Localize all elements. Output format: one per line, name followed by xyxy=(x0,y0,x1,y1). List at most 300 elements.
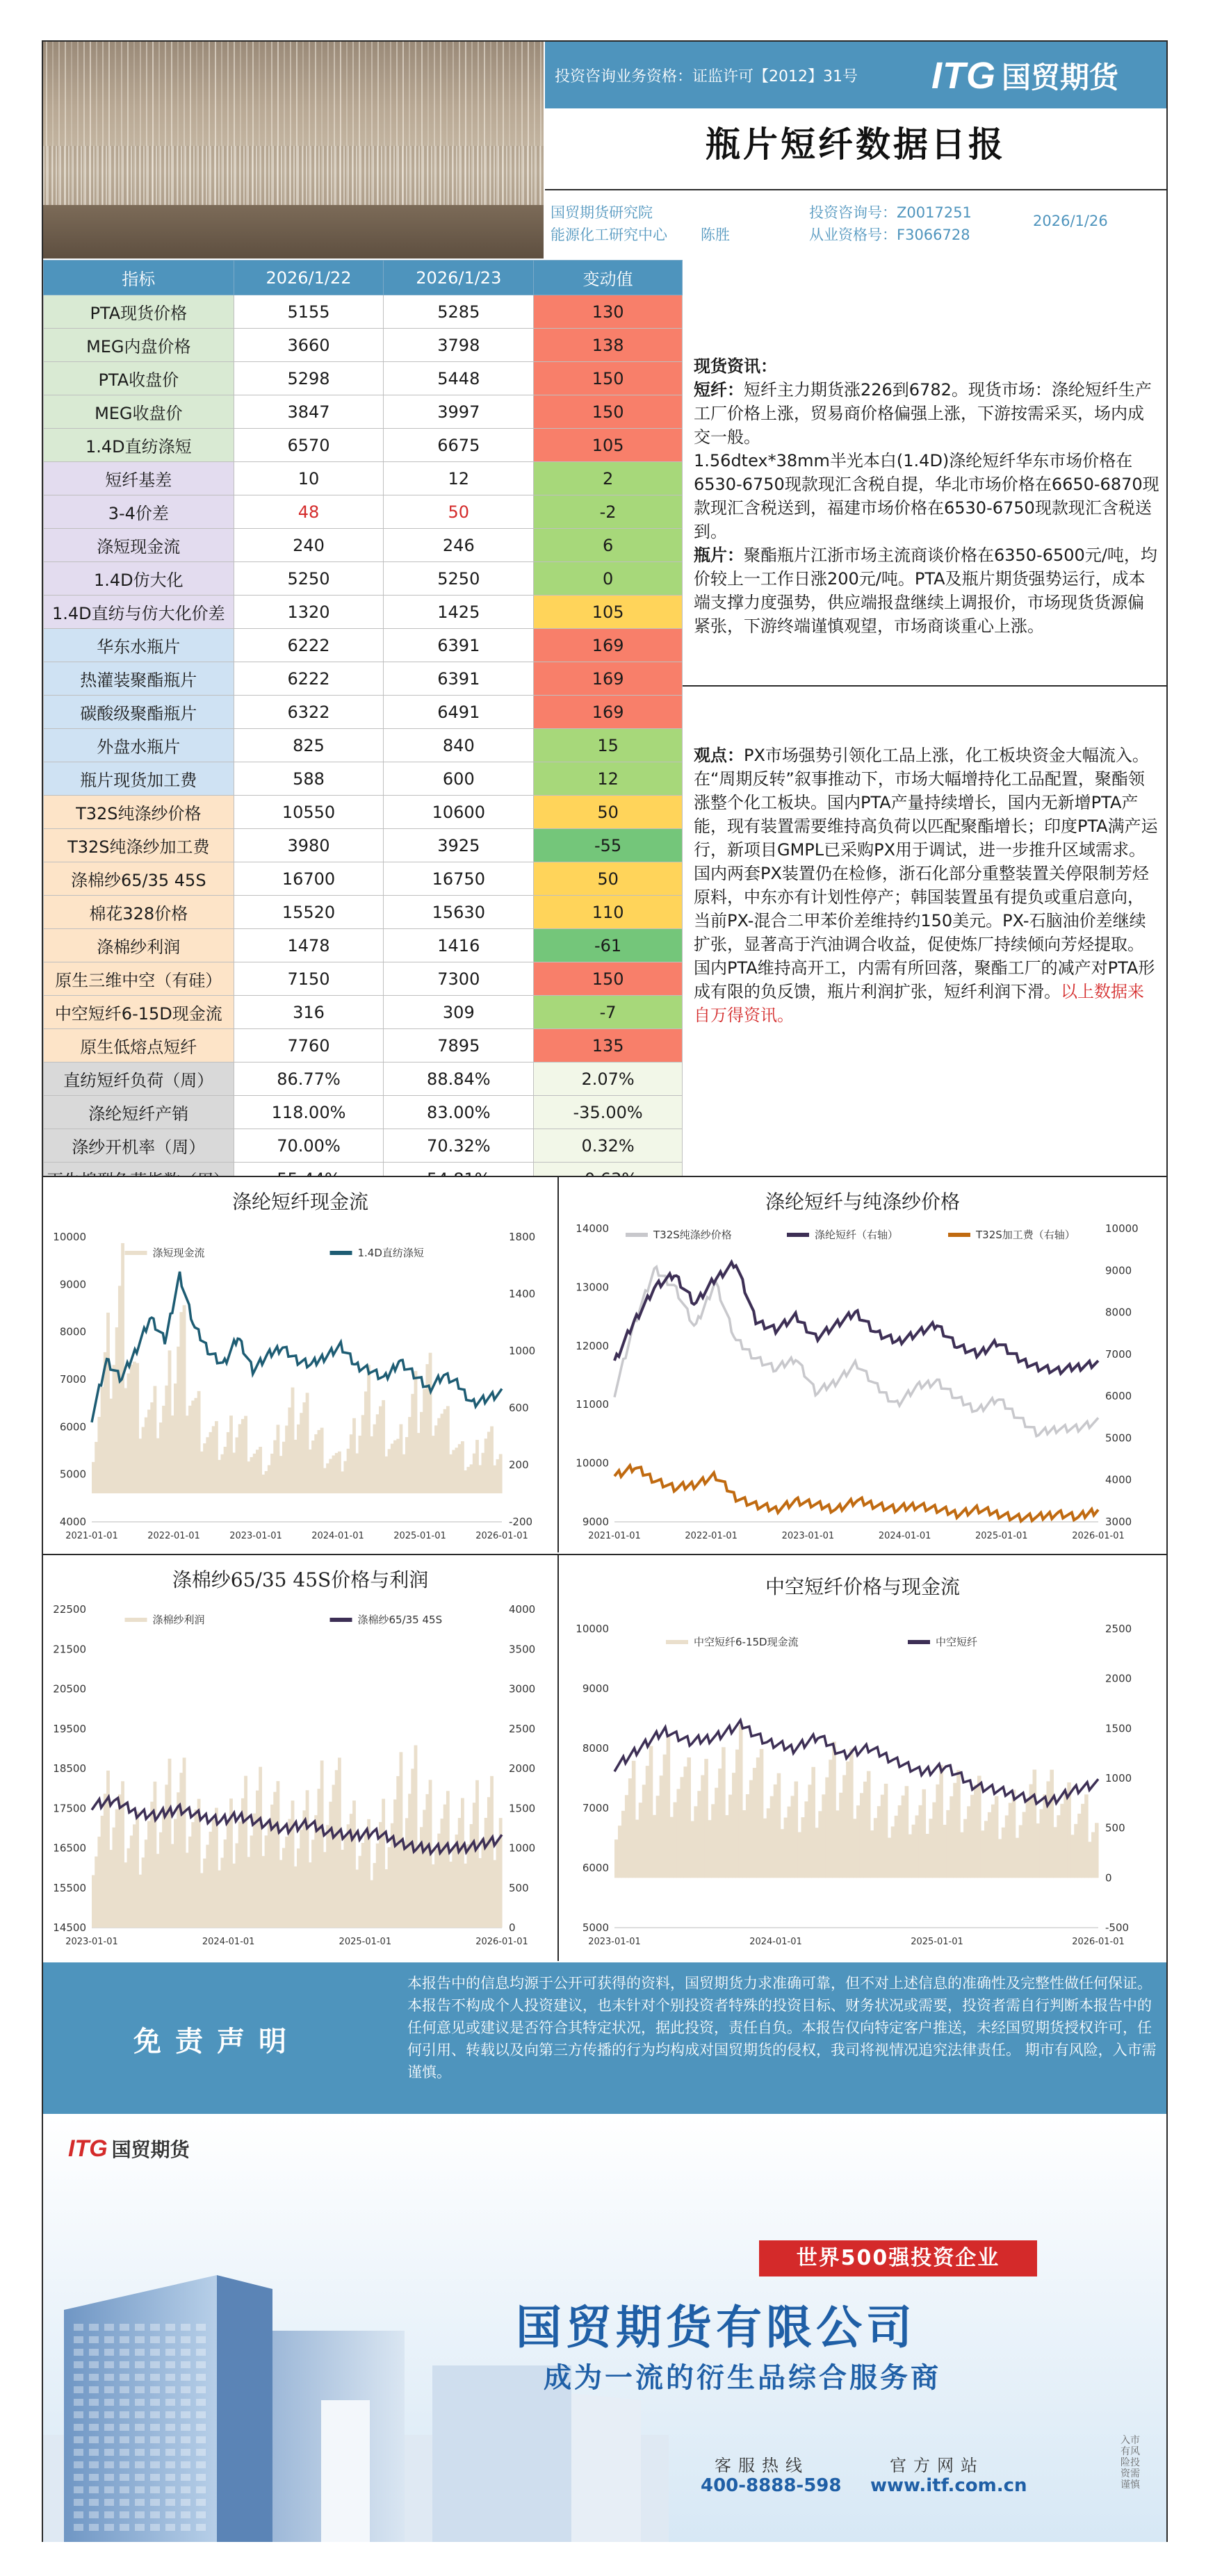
area-bar xyxy=(311,1441,315,1493)
indicator-cell: 原生低熔点短纤 xyxy=(44,1029,234,1063)
area-bar xyxy=(203,1859,206,1928)
area-bar xyxy=(482,1453,485,1493)
value-cell-date1: 6570 xyxy=(234,429,384,462)
area-bar xyxy=(130,1365,133,1493)
area-bar xyxy=(364,1830,368,1928)
area-bar xyxy=(265,1835,268,1928)
area-bar xyxy=(402,1841,406,1928)
area-bar xyxy=(186,1853,189,1928)
value-cell-date2: 7300 xyxy=(384,962,534,996)
x-axis-tick: 2025-01-01 xyxy=(911,1937,963,1947)
area-bar xyxy=(291,1388,295,1493)
legend-label: 涤短现金流 xyxy=(152,1247,205,1259)
area-bar xyxy=(145,1839,148,1928)
area-bar xyxy=(496,1459,500,1493)
bottle-label: 瓶片： xyxy=(694,545,744,565)
area-bar xyxy=(405,1818,409,1928)
area-bar xyxy=(109,1399,113,1493)
legend-swatch xyxy=(908,1640,930,1644)
value-cell-date1: 1320 xyxy=(234,596,384,629)
value-cell-date1: 3980 xyxy=(234,829,384,862)
area-bar xyxy=(956,1770,961,1878)
area-bar xyxy=(420,1412,423,1493)
change-cell: 6 xyxy=(534,529,683,562)
area-bar xyxy=(473,1454,476,1493)
change-cell: 105 xyxy=(534,596,683,629)
value-cell-date2: 6391 xyxy=(384,629,534,662)
value-cell-date2: 6391 xyxy=(384,662,534,696)
area-bar xyxy=(728,1795,733,1878)
staple-text-2: 1.56dtex*38mm半光本白(1.4D)涤纶短纤华东市场价格在6530-6750现款现汇含税自提，华北市场价格在6650-6870现款现汇含税送到，福建市场价格在6530-6750现款现汇含税送到。 xyxy=(694,451,1159,541)
area-bar xyxy=(888,1838,892,1878)
area-bar xyxy=(186,1416,189,1493)
legend-label: 涤纶短纤（右轴） xyxy=(815,1229,899,1241)
indicator-cell: T32S纯涤纱加工费 xyxy=(44,829,234,862)
indicator-cell: 瓶片现货加工费 xyxy=(44,762,234,796)
area-bar xyxy=(1084,1794,1089,1878)
area-bar xyxy=(414,1746,418,1928)
right-axis-tick: 3000 xyxy=(509,1682,536,1696)
table-row xyxy=(44,596,683,629)
change-cell: -55 xyxy=(534,829,683,862)
area-bar xyxy=(159,1832,163,1928)
hotline-label: 客服热线 xyxy=(715,2456,809,2475)
area-bar xyxy=(742,1810,747,1878)
area-bar xyxy=(364,1391,368,1493)
left-axis-tick: 20500 xyxy=(53,1682,86,1696)
change-cell: 15 xyxy=(534,729,683,762)
company-ad xyxy=(43,2115,1166,2542)
area-bar xyxy=(400,1425,403,1493)
area-bar xyxy=(200,1873,204,1928)
right-axis-tick: -500 xyxy=(1105,1921,1130,1934)
value-cell-date2: 5448 xyxy=(384,362,534,395)
indicator-cell: 1.4D直纺涤短 xyxy=(44,429,234,462)
area-bar xyxy=(236,1844,239,1928)
area-bar xyxy=(224,1839,227,1928)
area-bar xyxy=(288,1407,291,1493)
value-cell-date1: 10 xyxy=(234,462,384,495)
area-bar xyxy=(690,1821,694,1878)
area-bar xyxy=(1016,1838,1020,1878)
area-bar xyxy=(756,1757,760,1878)
area-bar xyxy=(753,1768,757,1878)
area-bar xyxy=(493,1860,496,1928)
area-bar xyxy=(458,1444,462,1493)
area-bar xyxy=(621,1811,626,1878)
report-title: 瓶片短纤数据日报 xyxy=(706,124,1006,165)
area-bar xyxy=(918,1805,922,1878)
left-axis-tick: 9000 xyxy=(582,1516,609,1528)
area-bar xyxy=(320,1760,324,1928)
area-bar xyxy=(270,1454,274,1493)
area-bar xyxy=(943,1825,947,1878)
area-bar xyxy=(162,1810,165,1928)
area-bar xyxy=(732,1773,736,1878)
legend-label: T32S纯涤纱价格 xyxy=(653,1229,732,1241)
value-cell-date1: 15520 xyxy=(234,896,384,929)
area-bar xyxy=(136,1363,139,1493)
area-bar xyxy=(154,1782,157,1928)
area-bar xyxy=(722,1747,726,1878)
indicator-cell: 3-4价差 xyxy=(44,495,234,529)
area-bar xyxy=(154,1386,157,1493)
area-bar xyxy=(247,1461,250,1493)
area-bar xyxy=(701,1775,705,1878)
spot-news-panel xyxy=(683,295,1166,684)
area-bar xyxy=(405,1437,409,1493)
table-row xyxy=(44,1096,683,1129)
area-bar xyxy=(977,1775,981,1878)
area-bar xyxy=(770,1796,774,1878)
col-header-date2: 2026/1/23 xyxy=(384,261,534,295)
view-label: 观点： xyxy=(694,746,744,765)
area-bar xyxy=(256,1450,259,1493)
area-bar xyxy=(950,1796,954,1878)
area-bar xyxy=(1012,1790,1016,1878)
area-bar xyxy=(870,1830,874,1878)
right-axis-tick: 5000 xyxy=(1105,1431,1132,1445)
center: 能源化工研究中心 xyxy=(551,227,667,243)
area-bar xyxy=(735,1750,740,1878)
area-bar xyxy=(825,1778,829,1878)
table-row xyxy=(44,395,683,429)
area-bar xyxy=(493,1466,496,1493)
chart-title: 涤棉纱65/35 45S价格与利润 xyxy=(172,1568,429,1591)
indicator-cell: PTA现货价格 xyxy=(44,295,234,329)
value-cell-date1: 7150 xyxy=(234,962,384,996)
legend-swatch xyxy=(330,1618,352,1622)
indicator-cell: 原生三维中空（有硅） xyxy=(44,962,234,996)
view-panel xyxy=(683,687,1166,1173)
right-axis-tick: 4000 xyxy=(1105,1473,1132,1486)
area-bar xyxy=(220,1454,224,1493)
left-axis-tick: 7000 xyxy=(582,1802,609,1814)
table-row xyxy=(44,529,683,562)
area-bar xyxy=(393,1441,397,1493)
area-bar xyxy=(998,1839,1002,1878)
area-bar xyxy=(115,1327,119,1493)
x-axis-tick: 2025-01-01 xyxy=(339,1937,392,1947)
table-row xyxy=(44,362,683,395)
table-row xyxy=(44,829,683,862)
table-row xyxy=(44,1063,683,1096)
value-cell-date2: 5250 xyxy=(384,562,534,596)
area-bar xyxy=(1060,1804,1064,1878)
value-cell-date1: 588 xyxy=(234,762,384,796)
area-bar xyxy=(639,1803,643,1878)
change-cell: 0.32% xyxy=(534,1129,683,1163)
area-bar xyxy=(988,1812,992,1878)
area-bar xyxy=(367,1365,370,1493)
area-bar xyxy=(902,1796,906,1878)
x-axis-tick: 2022-01-01 xyxy=(685,1531,738,1541)
area-bar xyxy=(277,1781,280,1928)
area-bar xyxy=(995,1796,999,1878)
area-bar xyxy=(839,1793,843,1878)
area-bar xyxy=(777,1773,781,1878)
bottle-text: 聚酯瓶片江浙市场主流商谈价格在6350-6500元/吨，均价较上一工作日涨200元/吨。PTA及瓶片期货强势运行，成本端支撑力度强势，供应端报盘继续上调报价，市场现货货源偏紧张，下游终端谨慎观望，市场商谈重心上涨。 xyxy=(694,545,1157,636)
area-bar xyxy=(343,1461,347,1493)
area-bar xyxy=(253,1454,256,1493)
area-bar xyxy=(215,1421,218,1493)
area-bar xyxy=(229,1416,233,1493)
area-bar xyxy=(384,1457,388,1493)
area-bar xyxy=(461,1798,464,1928)
change-cell: 50 xyxy=(534,862,683,896)
legend-label: 中空短纤6-15D现金流 xyxy=(694,1636,799,1648)
left-axis-tick: 18500 xyxy=(53,1762,86,1775)
area-bar xyxy=(632,1761,636,1878)
area-bar xyxy=(434,1849,438,1928)
area-bar xyxy=(218,1871,221,1928)
area-bar xyxy=(818,1811,822,1878)
area-bar xyxy=(417,1846,421,1928)
area-bar xyxy=(183,1757,186,1928)
area-bar xyxy=(860,1793,864,1878)
area-bar xyxy=(618,1826,622,1878)
value-cell-date1: 7760 xyxy=(234,1029,384,1063)
area-bar xyxy=(791,1796,795,1878)
area-bar xyxy=(452,1848,455,1928)
left-axis-tick: 4000 xyxy=(59,1516,86,1528)
area-bar xyxy=(200,1452,204,1493)
consult-no: 投资咨询号：Z0017251 xyxy=(809,204,972,221)
area-bar xyxy=(895,1816,899,1878)
area-bar xyxy=(236,1437,239,1493)
area-bar xyxy=(320,1428,324,1493)
chart-svg xyxy=(559,1555,1166,1961)
area-bar xyxy=(244,1776,247,1928)
area-bar xyxy=(795,1782,799,1878)
left-axis-tick: 9000 xyxy=(59,1278,86,1291)
area-bar xyxy=(384,1869,388,1928)
area-bar xyxy=(1091,1832,1095,1878)
indicator-cell: 涤纶短纤产销 xyxy=(44,1096,234,1129)
company-name: 国贸期货有限公司 xyxy=(516,2301,916,2354)
area-bar xyxy=(288,1819,291,1928)
area-bar xyxy=(206,1845,209,1928)
area-bar xyxy=(649,1746,653,1878)
area-bar xyxy=(332,1785,336,1928)
view-text: PX市场强势引领化工品上涨，化工板块资金大幅流入。在“周期反转”叙事推动下，市场大幅增持化工品配置，聚酯领涨整个化工板块。国内PTA产量持续增长，国内无新增PTA产能，现有装置需要维持高负荷以匹配聚酯增长；印度PTA满产运行，新项目GMPL已采购PX用于调试，进一步推升区域需求。国内两套PX装置仍在检修，浙石化部分重整装置关停限制芳烃原料，中东亦有计划性停产；韩国装置虽有提负或重启意向，当前PX-混合二甲苯价差维持约150美元。PX-石脑油价差继续扩张，显著高于汽油调合收益，促使炼厂持续倾向芳烃提取。国内PTA维持高开工，内需有所回落，聚酯工厂的减产对PTA形成有限的负反馈，瓶片利润扩张，短纤利润下滑。 xyxy=(694,746,1158,1001)
ad-logo-name: 国贸期货 xyxy=(111,2138,190,2161)
area-bar xyxy=(1033,1770,1037,1878)
change-cell: 2.07% xyxy=(534,1063,683,1096)
value-cell-date1: 118.00% xyxy=(234,1096,384,1129)
table-row xyxy=(44,962,683,996)
area-bar xyxy=(92,1875,95,1928)
area-bar xyxy=(614,1839,619,1878)
right-axis-tick: 1000 xyxy=(509,1841,536,1855)
indicator-cell: MEG收盘价 xyxy=(44,395,234,429)
change-cell: 12 xyxy=(534,762,683,796)
area-bar xyxy=(302,1402,306,1493)
x-axis-tick: 2024-01-01 xyxy=(878,1531,931,1541)
left-axis-tick: 14500 xyxy=(53,1921,86,1934)
area-bar xyxy=(653,1815,657,1878)
hotline-number: 400-8888-598 xyxy=(701,2475,842,2496)
area-bar xyxy=(115,1810,119,1928)
change-cell: 169 xyxy=(534,629,683,662)
area-bar xyxy=(1036,1823,1041,1878)
x-axis-tick: 2025-01-01 xyxy=(975,1531,1028,1541)
area-bar xyxy=(466,1467,470,1493)
area-bar xyxy=(991,1805,995,1878)
chart-title: 涤纶短纤现金流 xyxy=(231,1190,368,1213)
area-bar xyxy=(373,1863,377,1928)
area-bar xyxy=(370,1436,373,1493)
area-bar xyxy=(922,1789,926,1878)
change-cell: -35.00% xyxy=(534,1096,683,1129)
series-line xyxy=(614,1466,1098,1521)
area-bar xyxy=(458,1818,462,1928)
x-axis-tick: 2026-01-01 xyxy=(1072,1531,1125,1541)
area-bar xyxy=(625,1795,629,1878)
area-bar xyxy=(1077,1814,1082,1878)
x-axis-tick: 2025-01-01 xyxy=(393,1531,446,1541)
table-row xyxy=(44,495,683,529)
area-bar xyxy=(423,1389,426,1493)
area-bar xyxy=(279,1456,283,1493)
area-bar xyxy=(437,1418,441,1493)
change-cell: -61 xyxy=(534,929,683,962)
area-bar xyxy=(711,1804,715,1878)
area-bar xyxy=(867,1771,871,1878)
area-bar xyxy=(487,1431,491,1493)
area-bar xyxy=(338,1757,341,1928)
area-bar xyxy=(318,1430,321,1493)
table-row xyxy=(44,662,683,696)
change-cell: 0 xyxy=(534,562,683,596)
left-axis-tick: 17500 xyxy=(53,1802,86,1815)
value-cell-date1: 5155 xyxy=(234,295,384,329)
area-bar xyxy=(967,1806,971,1878)
right-axis-tick: 500 xyxy=(1105,1821,1125,1835)
data-table xyxy=(43,260,683,1196)
area-bar xyxy=(370,1880,373,1928)
chart-title: 中空短纤价格与现金流 xyxy=(765,1575,960,1598)
area-bar xyxy=(801,1817,805,1878)
x-axis-tick: 2026-01-01 xyxy=(475,1937,528,1947)
x-axis-tick: 2021-01-01 xyxy=(588,1531,641,1541)
left-axis-tick: 9000 xyxy=(582,1682,609,1695)
legend-swatch xyxy=(948,1233,970,1237)
area-bar xyxy=(464,1470,467,1493)
area-bar xyxy=(849,1748,854,1878)
area-bar xyxy=(708,1820,712,1878)
area-bar xyxy=(244,1416,247,1493)
area-bar xyxy=(470,1464,473,1493)
itg-logo xyxy=(931,54,1118,97)
table-row xyxy=(44,462,683,495)
area-bar xyxy=(484,1818,488,1928)
area-bar xyxy=(746,1794,750,1878)
value-cell-date2: 309 xyxy=(384,996,534,1029)
right-axis-tick: 6000 xyxy=(1105,1390,1132,1403)
area-bar xyxy=(306,1393,309,1493)
area-bar xyxy=(341,1471,344,1493)
area-bar xyxy=(856,1805,861,1878)
staple-text: 短纤主力期货涨226到6782。现货市场：涤纶短纤生产工厂价格上涨，贸易商价格偏强上涨，下游按需采买，场内成交一般。 xyxy=(694,380,1152,447)
area-bar xyxy=(238,1821,242,1928)
left-axis-tick: 11000 xyxy=(576,1398,609,1411)
area-bar xyxy=(1046,1781,1050,1878)
area-bar xyxy=(220,1857,224,1928)
ad-logo xyxy=(68,2135,190,2163)
area-bar xyxy=(145,1418,148,1493)
area-bar xyxy=(396,1439,400,1493)
value-cell-date2: 3925 xyxy=(384,829,534,862)
area-bar xyxy=(174,1819,177,1928)
area-bar xyxy=(138,1438,142,1493)
fortune-badge: 世界500强投资企业 xyxy=(759,2240,1037,2276)
area-bar xyxy=(487,1797,491,1928)
value-cell-date1: 6322 xyxy=(234,696,384,729)
website-link[interactable]: www.itf.com.cn xyxy=(870,2475,1027,2496)
area-bar xyxy=(946,1810,950,1878)
area-bar xyxy=(774,1785,778,1878)
value-cell-date1: 6222 xyxy=(234,662,384,696)
change-cell: 150 xyxy=(534,362,683,395)
risk-note: 入市有风险投资需谨慎 xyxy=(1121,2435,1140,2491)
right-axis-tick: 1500 xyxy=(509,1802,536,1815)
area-bar xyxy=(282,1442,286,1493)
left-axis-tick: 10000 xyxy=(576,1457,609,1470)
value-cell-date2: 840 xyxy=(384,729,534,762)
area-bar xyxy=(302,1810,306,1928)
area-bar xyxy=(227,1432,230,1493)
area-bar xyxy=(106,1313,110,1493)
area-bar xyxy=(697,1791,701,1878)
area-bar xyxy=(1043,1794,1047,1878)
area-bar xyxy=(124,1388,127,1493)
area-bar xyxy=(250,1457,254,1493)
indicator-cell: 涤棉纱65/35 45S xyxy=(44,862,234,896)
indicator-cell: 外盘水瓶片 xyxy=(44,729,234,762)
area-bar xyxy=(1039,1809,1043,1878)
x-axis-tick: 2024-01-01 xyxy=(311,1531,364,1541)
area-bar xyxy=(974,1785,978,1878)
area-bar xyxy=(912,1825,916,1878)
area-bar xyxy=(1009,1803,1013,1878)
area-bar xyxy=(718,1769,722,1878)
table-row xyxy=(44,729,683,762)
area-bar xyxy=(846,1762,850,1878)
disclaimer-bar xyxy=(43,1962,1166,2114)
area-bar xyxy=(259,1447,262,1493)
area-bar xyxy=(749,1780,753,1878)
area-bar xyxy=(680,1777,684,1878)
value-cell-date2: 246 xyxy=(384,529,534,562)
area-bar xyxy=(277,1425,280,1493)
area-bar xyxy=(478,1858,482,1928)
area-bar xyxy=(265,1471,268,1493)
area-bar xyxy=(446,1406,450,1493)
left-axis-tick: 5000 xyxy=(59,1468,86,1481)
chart-svg xyxy=(559,1177,1166,1554)
area-bar xyxy=(92,1462,95,1493)
area-bar xyxy=(165,1785,168,1928)
area-bar xyxy=(898,1805,902,1878)
table-row xyxy=(44,1129,683,1163)
area-bar xyxy=(441,1413,444,1493)
area-bar xyxy=(273,1792,277,1928)
x-axis-tick: 2024-01-01 xyxy=(202,1937,255,1947)
area-bar xyxy=(355,1869,359,1928)
area-bar xyxy=(130,1836,133,1928)
left-axis-tick: 5000 xyxy=(582,1921,609,1934)
